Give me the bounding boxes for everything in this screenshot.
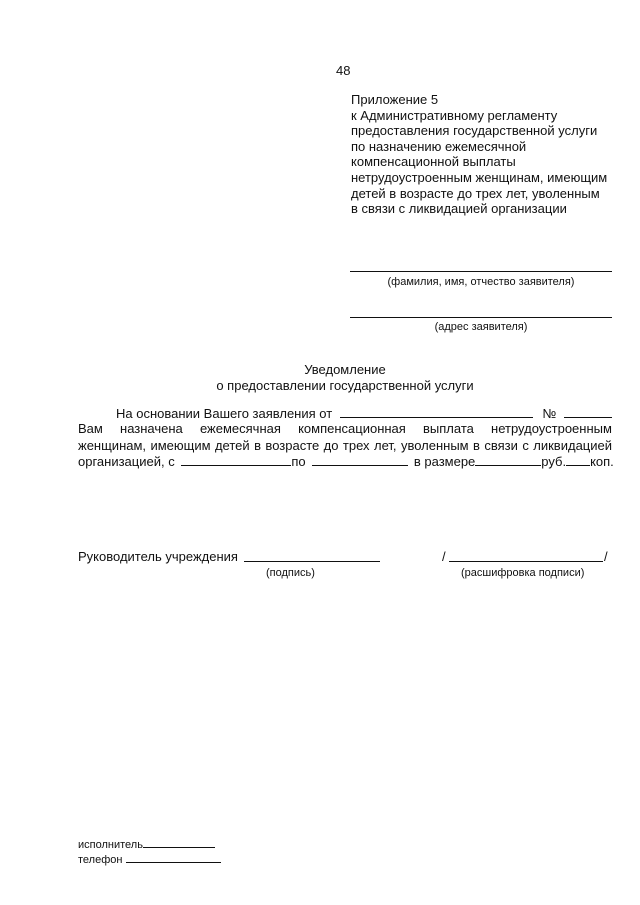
appendix-line: к Административному регламенту xyxy=(351,107,558,123)
amount-kop-field xyxy=(566,454,590,466)
amount-rub-field xyxy=(475,454,541,466)
body-text-on-basis: На основании Вашего заявления от xyxy=(116,406,333,421)
executor-label: исполнитель xyxy=(78,839,143,851)
body-line-1 xyxy=(116,406,612,422)
signature-label: Руководитель учреждения xyxy=(78,549,238,564)
executor-row xyxy=(78,837,215,852)
period-start-field xyxy=(181,454,291,466)
appendix-line: предоставления государственной услуги xyxy=(351,123,598,139)
body-word: компенсационная xyxy=(298,421,406,436)
appendix-line: по назначению ежемесячной xyxy=(351,138,527,154)
body-line-2 xyxy=(78,421,612,437)
page-number: 48 xyxy=(336,63,351,78)
notice-title: Уведомление xyxy=(304,362,386,377)
applicant-name-caption: (фамилия, имя, отчество заявителя) xyxy=(387,276,575,288)
body-word: ежемесячная xyxy=(199,421,281,436)
slash-left: / xyxy=(442,549,446,564)
body-line-4 xyxy=(78,454,612,470)
applicant-address-caption: (адрес заявителя) xyxy=(434,321,528,333)
appendix-line: детей в возрасте до трех лет, уволенным xyxy=(351,185,600,201)
body-text-to: по xyxy=(291,454,306,469)
body-text-kop: коп. xyxy=(590,454,614,469)
appendix-line: Приложение 5 xyxy=(351,92,439,107)
appendix-line: в связи с ликвидацией организации xyxy=(351,201,567,217)
body-word: выплата xyxy=(423,421,474,436)
transcript-line xyxy=(449,561,603,562)
notice-subtitle: о предоставлении государственной услуги xyxy=(216,378,474,393)
body-text-org-from: организацией, с xyxy=(78,454,175,469)
applicant-name-line xyxy=(350,271,612,272)
phone-label: телефон xyxy=(78,854,123,866)
body-line-3: женщинам, имеющим детей в возрасте до трех лет, уволенным в связи с ликвидацией xyxy=(78,438,612,453)
body-text-number-sign: № xyxy=(542,406,557,421)
transcript-caption: (расшифровка подписи) xyxy=(461,567,585,579)
applicant-address-line xyxy=(350,317,612,318)
signature-caption: (подпись) xyxy=(266,567,315,579)
period-end-field xyxy=(312,454,408,466)
body-word: нетрудоустроенным xyxy=(491,421,612,436)
slash-right: / xyxy=(604,549,608,564)
application-number-field xyxy=(564,406,612,418)
application-date-field xyxy=(340,406,533,418)
body-text-rub: руб. xyxy=(541,454,567,469)
executor-field xyxy=(143,837,215,848)
phone-row xyxy=(78,852,221,867)
body-word: назначена xyxy=(120,421,183,436)
signature-line xyxy=(244,561,380,562)
appendix-line: компенсационной выплаты xyxy=(351,154,516,170)
body-text-amount: в размере xyxy=(413,454,476,469)
appendix-line: нетрудоустроенным женщинам, имеющим xyxy=(351,169,608,185)
phone-field xyxy=(126,852,221,863)
appendix-block xyxy=(351,92,607,217)
body-word: Вам xyxy=(78,421,103,436)
